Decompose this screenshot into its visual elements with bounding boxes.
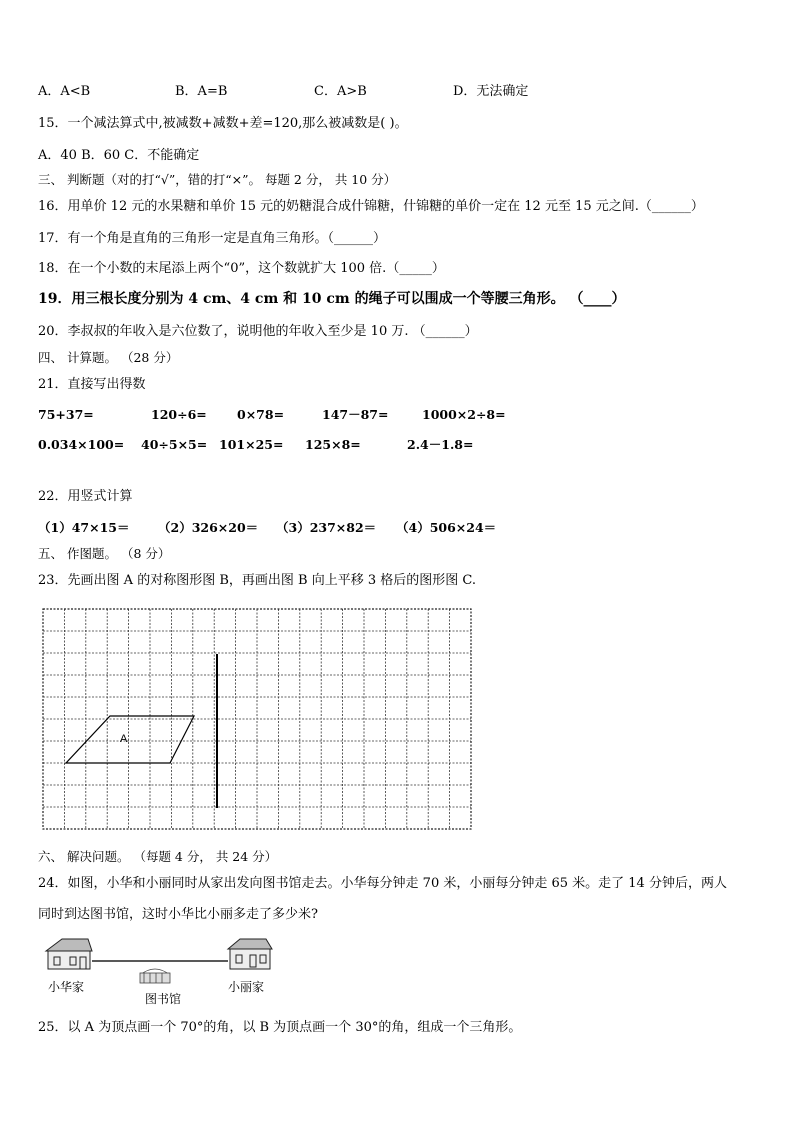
q14-option-c: C．A>B bbox=[314, 84, 367, 99]
q24-line1: 24．如图，小华和小丽同时从家出发向图书馆走去。小华每分钟走 70 米，小丽每分钟走 65 米。走了 14 分钟后，两人 bbox=[38, 876, 727, 891]
q14-option-a: A．A<B bbox=[38, 84, 91, 99]
q18-text: 18．在一个小数的末尾添上两个“0”，这个数就扩大 100 倍.（_____） bbox=[38, 261, 445, 276]
q19-text: 19．用三根长度分别为 4 cm、4 cm 和 10 cm 的绳子可以围成一个等腰三角形。 （____） bbox=[38, 291, 626, 307]
calc-item: 0×78= bbox=[237, 407, 285, 422]
vertical-calc-item: （3）237×82＝ bbox=[276, 520, 377, 535]
label-library: 图书馆 bbox=[145, 992, 182, 1006]
section-6-heading: 六、 解决问题。 （每题 4 分， 共 24 分） bbox=[38, 849, 278, 864]
q17-text: 17．有一个角是直角的三角形一定是直角三角形。（______） bbox=[38, 231, 387, 246]
q23-text: 23．先画出图 A 的对称图形图 B，再画出图 B 向上平移 3 格后的图形图 C. bbox=[38, 573, 476, 588]
q23-grid-figure bbox=[40, 606, 476, 834]
q15-options: A．40 B．60 C．不能确定 bbox=[38, 148, 200, 163]
section-3-heading: 三、 判断题（对的打“√”，错的打“×”。 每题 2 分， 共 10 分） bbox=[38, 172, 397, 187]
calc-item: 75+37= bbox=[38, 407, 94, 422]
vertical-calc-item: （4）506×24＝ bbox=[396, 520, 497, 535]
label-xiaoli-home: 小丽家 bbox=[228, 980, 265, 994]
calc-item: 2.4－1.8= bbox=[407, 437, 474, 452]
q24-line2: 同时到达图书馆，这时小华比小丽多走了多少米? bbox=[38, 907, 318, 922]
shape-label-a: A bbox=[120, 733, 128, 745]
q22-title: 22．用竖式计算 bbox=[38, 489, 133, 504]
q25-text: 25．以 A 为顶点画一个 70°的角，以 B 为顶点画一个 30°的角，组成一个三角形。 bbox=[38, 1020, 522, 1035]
library-icon bbox=[140, 969, 170, 983]
vertical-calc-item: （1）47×15＝ bbox=[38, 520, 130, 535]
calc-item: 147－87= bbox=[322, 407, 389, 422]
section-4-heading: 四、 计算题。 （28 分） bbox=[38, 350, 179, 365]
calc-item: 125×8= bbox=[305, 437, 361, 452]
vertical-calc-item: （2）326×20＝ bbox=[158, 520, 259, 535]
calc-item: 1000×2÷8= bbox=[422, 407, 506, 422]
q14-option-d: D．无法确定 bbox=[453, 84, 529, 99]
q21-title: 21．直接写出得数 bbox=[38, 377, 146, 392]
house-xiaohua-icon bbox=[46, 939, 92, 969]
label-xiaohua-home: 小华家 bbox=[48, 980, 85, 994]
q14-option-b: B．A=B bbox=[175, 84, 228, 99]
q15-text: 15．一个减法算式中,被减数+减数+差=120,那么被减数是( )。 bbox=[38, 116, 408, 131]
section-5-heading: 五、 作图题。 （8 分） bbox=[38, 546, 171, 561]
house-xiaoli-icon bbox=[228, 939, 272, 969]
calc-item: 0.034×100= bbox=[38, 437, 125, 452]
q16-text: 16．用单价 12 元的水果糖和单价 15 元的奶糖混合成什锦糖，什锦糖的单价一定在 12 元至 15 元之间.（______） bbox=[38, 199, 704, 214]
calc-item: 40÷5×5= bbox=[141, 437, 208, 452]
calc-item: 120÷6= bbox=[151, 407, 207, 422]
calc-item: 101×25= bbox=[219, 437, 284, 452]
parallelogram-a bbox=[66, 716, 194, 763]
q20-text: 20．李叔叔的年收入是六位数了，说明他的年收入至少是 10 万. （______） bbox=[38, 324, 478, 339]
